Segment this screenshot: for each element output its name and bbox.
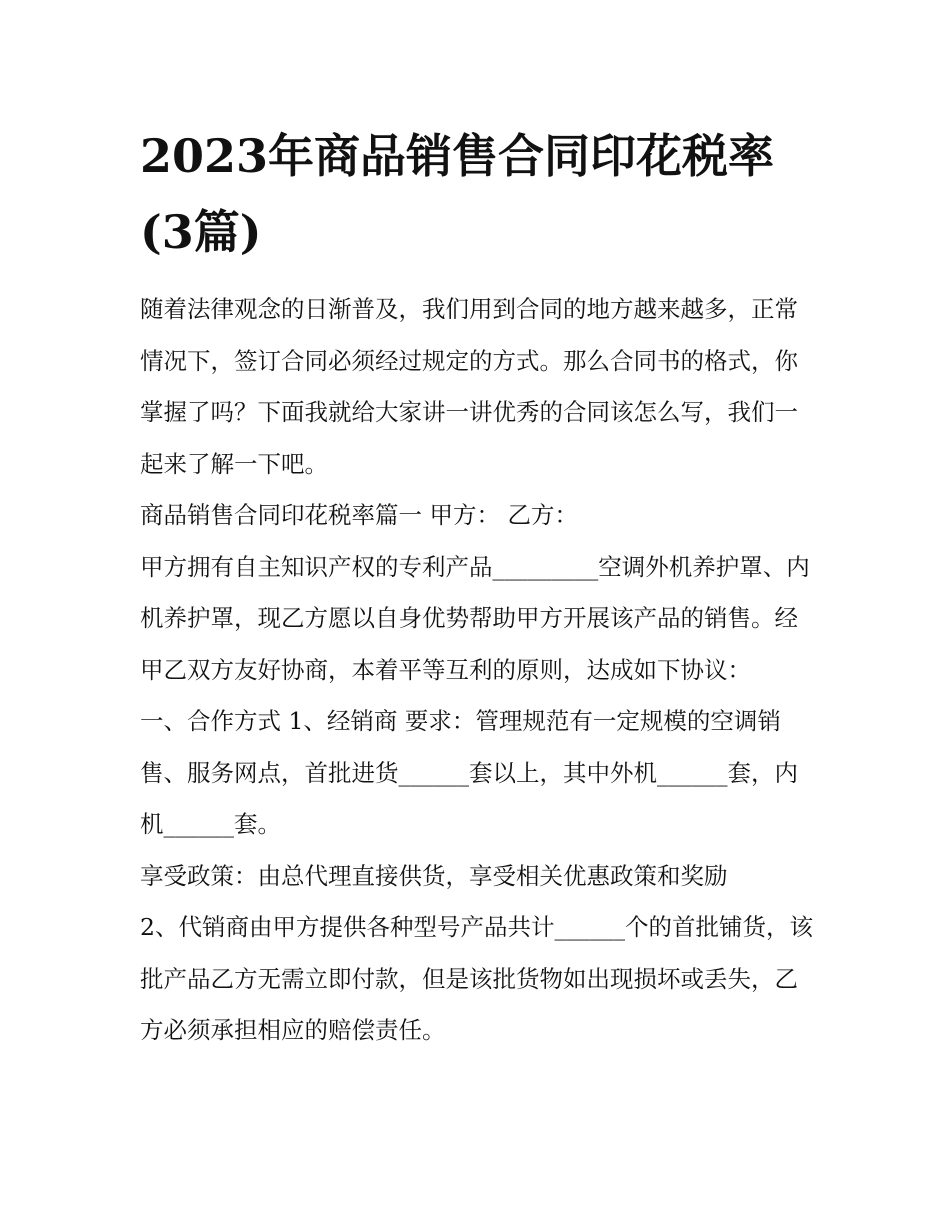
document-page	[140, 118, 820, 1057]
paragraph-policy: 享受政策：由总代理直接供货，享受相关优惠政策和奖励	[140, 861, 728, 890]
paragraph-intro: 随着法律观念的日渐普及，我们用到合同的地方越来越多，正常情况下，签订合同必须经过规定的方式。那么合同书的格式，你掌握了吗？下面我就给大家讲一讲优秀的合同该怎么写，我们一起来了解一下吧。	[140, 295, 798, 478]
paragraph-consignment: 2、代销商由甲方提供各种型号产品共计______个的首批铺货，该批产品乙方无需立即付款，但是该批货物如出现损坏或丢失，乙方必须承担相应的赔偿责任。	[140, 913, 813, 1044]
paragraph-cooperation-dealer: 一、合作方式 1、经销商 要求：管理规范有一定规模的空调销售、服务网点，首批进货______套以上，其中外机______套，内机______套。	[140, 707, 798, 838]
paragraph-section-heading: 商品销售合同印花税率篇一 甲方： 乙方：	[140, 501, 578, 529]
paragraph-product: 甲方拥有自主知识产权的专利产品_________空调外机养护罩、内机养护罩，现乙方愿以自身优势帮助甲方开展该产品的销售。经甲乙双方友好协商，本着平等互利的原则，达成如下协议：	[140, 552, 810, 684]
document-title: 2023年商品销售合同印花税率(3篇)	[140, 129, 775, 259]
